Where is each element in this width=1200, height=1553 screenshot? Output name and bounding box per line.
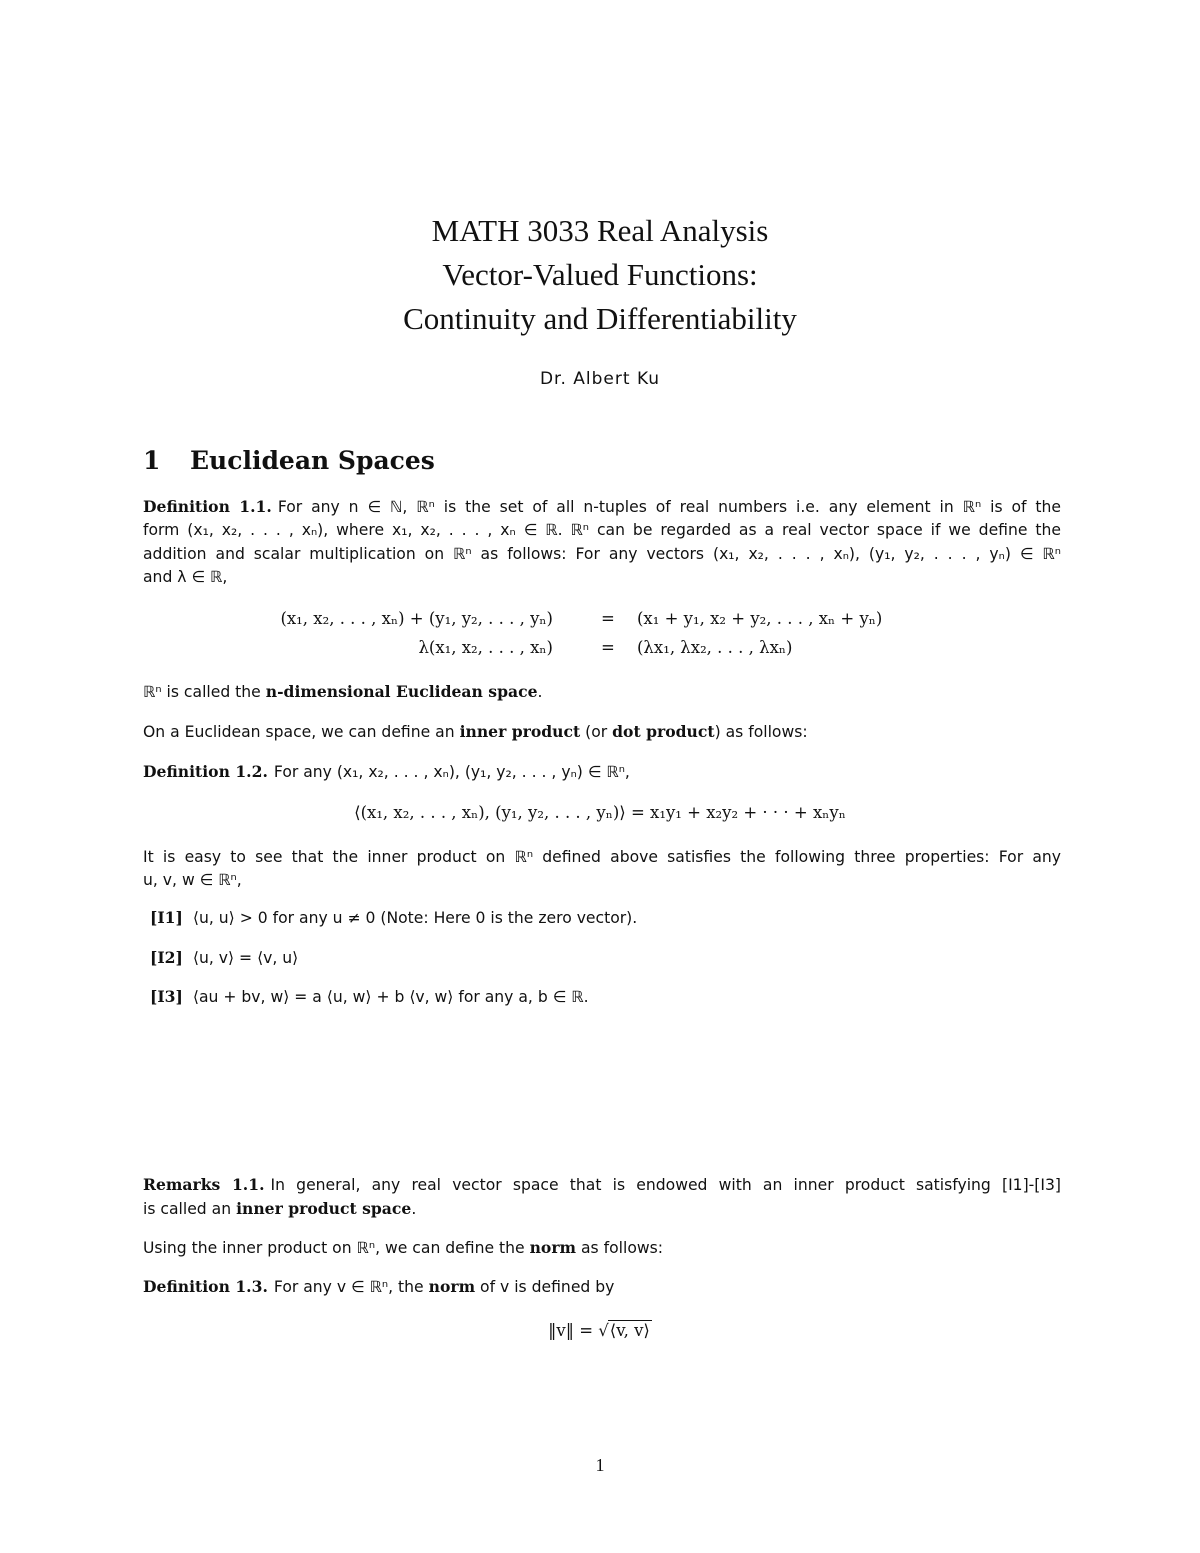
equation-rhs: (x₁ + y₁, x₂ + y₂, . . . , xₙ + yₙ): [637, 609, 883, 628]
bold-term: norm: [428, 1277, 476, 1296]
property-item: [150, 908, 637, 927]
bold-term: dot product: [612, 722, 715, 741]
definition-text: form (x₁, x₂, . . . , xₙ), where x₁, x₂, . . . , xₙ ∈ ℝ. ℝⁿ can be regarded as a real vector space if we define the: [143, 521, 1061, 540]
text: is called an: [143, 1200, 237, 1219]
text: .: [411, 1200, 417, 1219]
text: of v is defined by: [475, 1278, 615, 1296]
definition-text: For any n ∈ ℕ, ℝⁿ is the set of all n-tuples of real numbers i.e. any element in ℝⁿ is of the: [277, 498, 1061, 516]
text: ) as follows:: [714, 723, 808, 741]
property-tag: [I2]: [150, 948, 183, 967]
equation-rhs: (λx₁, λx₂, . . . , λxₙ): [637, 638, 793, 657]
definition-1-3: [143, 1275, 1061, 1299]
bold-term: inner product: [459, 722, 581, 741]
author: Dr. Albert Ku: [539, 369, 661, 389]
text: Using the inner product on ℝⁿ, we can define the: [143, 1239, 530, 1257]
title-line-2: Vector-Valued Functions:: [442, 257, 758, 292]
equation-lhs: λ(x₁, x₂, . . . , xₙ): [418, 638, 553, 657]
title-line-3: Continuity and Differentiability: [403, 301, 797, 336]
equation-scalar: [0, 638, 1200, 664]
definition-label: Definition 1.3.: [143, 1277, 268, 1296]
equation-equals: =: [601, 638, 615, 657]
title-line-1: MATH 3033 Real Analysis: [431, 213, 769, 248]
definition-1-1: [143, 495, 1061, 590]
text: For any v ∈ ℝⁿ, the: [273, 1278, 429, 1296]
definition-text: and λ ∈ ℝ,: [143, 568, 228, 587]
property-tag: [I3]: [150, 987, 183, 1006]
remark-label: Remarks 1.1.: [143, 1175, 265, 1194]
bold-term: n-dimensional Euclidean space: [265, 682, 538, 701]
equation-norm: [0, 1320, 1200, 1340]
text: u, v, w ∈ ℝⁿ,: [143, 871, 242, 890]
equation-lhs: ‖v‖ =: [548, 1321, 599, 1340]
sqrt-symbol: √: [598, 1321, 609, 1340]
section-heading: [143, 446, 435, 475]
page-number: 1: [595, 1455, 605, 1475]
text: ℝⁿ is called the: [143, 683, 266, 701]
property-text: ⟨u, v⟩ = ⟨v, u⟩: [192, 949, 299, 967]
text: On a Euclidean space, we can define an: [143, 723, 460, 741]
text: as follows:: [576, 1239, 664, 1257]
property-text: ⟨u, u⟩ > 0 for any u ≠ 0 (Note: Here 0 is the zero vector).: [192, 909, 638, 927]
section-number: 1: [143, 446, 161, 475]
definition-1-2: [143, 760, 1061, 784]
property-item: [150, 948, 298, 967]
text: It is easy to see that the inner product on ℝⁿ defined above satisfies the following three properties: For any: [143, 848, 1061, 866]
equation-addition: [0, 609, 1200, 635]
text: .: [537, 683, 543, 701]
property-text: ⟨au + bv, w⟩ = a ⟨u, w⟩ + b ⟨v, w⟩ for any a, b ∈ ℝ.: [192, 988, 589, 1006]
definition-label: Definition 1.2.: [143, 762, 268, 781]
properties-intro: [143, 846, 1061, 893]
property-item: [150, 987, 589, 1006]
equation-inner-product: ⟨(x₁, x₂, . . . , xₙ), (y₁, y₂, . . . , yₙ)⟩ = x₁y₁ + x₂y₂ + · · · + xₙyₙ: [354, 803, 846, 822]
euclidean-space-statement: [143, 680, 1061, 704]
bold-term: inner product space: [236, 1199, 412, 1219]
equation-equals: =: [601, 609, 615, 628]
remark-text: In general, any real vector space that is endowed with an inner product satisfying [I1]-[I3]: [270, 1176, 1061, 1194]
text: (or: [580, 723, 613, 741]
norm-intro: [143, 1236, 1061, 1260]
definition-label: Definition 1.1.: [143, 497, 272, 516]
equation-radicand: ⟨v, v⟩: [609, 1321, 650, 1340]
section-title: Euclidean Spaces: [190, 446, 435, 475]
property-tag: [I1]: [150, 908, 183, 927]
definition-text: For any (x₁, x₂, . . . , xₙ), (y₁, y₂, . . . , yₙ) ∈ ℝⁿ,: [273, 763, 630, 781]
equation-lhs: (x₁, x₂, . . . , xₙ) + (y₁, y₂, . . . , yₙ): [280, 609, 553, 628]
remark-1-1: [143, 1173, 1061, 1222]
inner-product-intro: [143, 720, 1061, 744]
bold-term: norm: [529, 1238, 577, 1257]
definition-text: addition and scalar multiplication on ℝⁿ as follows: For any vectors (x₁, x₂, . . . , xₙ), (y₁, y₂, . . . , yₙ) ∈ ℝⁿ: [143, 544, 1061, 563]
